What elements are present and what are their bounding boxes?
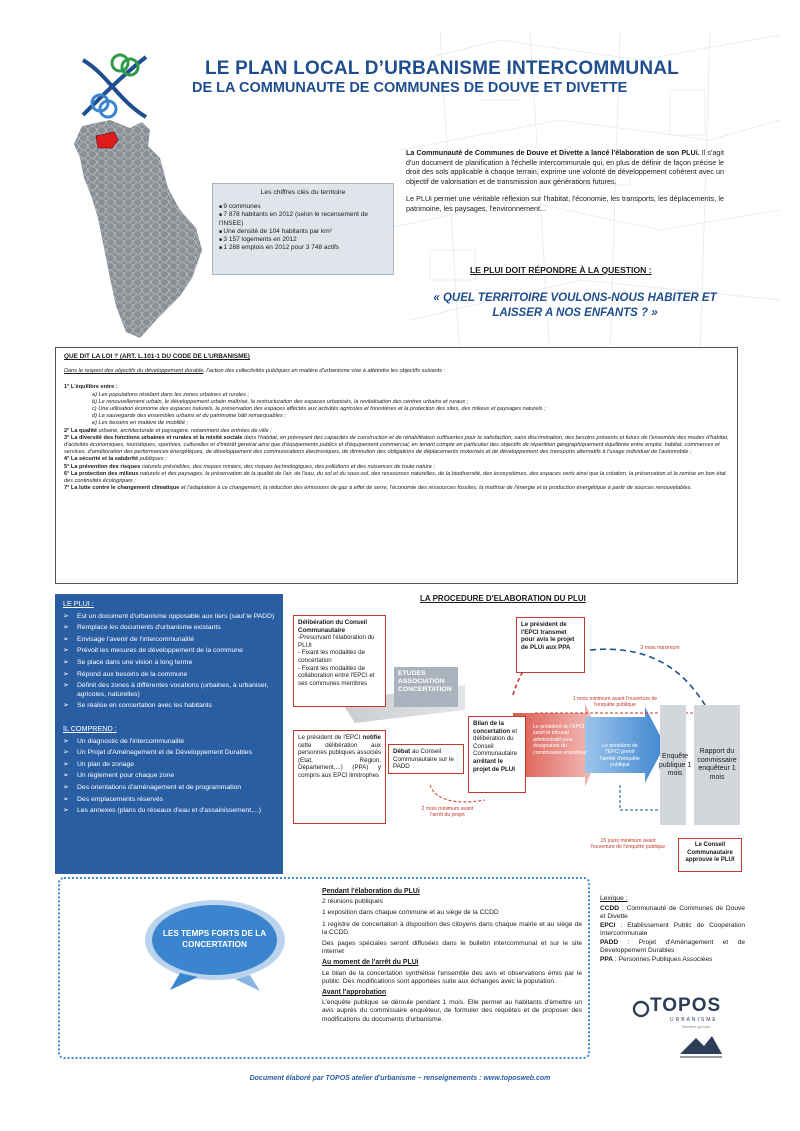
- step-deliberation-text: -Prescrivant l'élaboration du PLUI - Fixant les modalités de concertation - Fixant les modalités de collaboration entre l'EPCI et ses communes membres: [298, 634, 375, 687]
- law-subitem: a) Les populations résidant dans les zones urbaines et rurales ;: [92, 391, 250, 398]
- question-text: « QUEL TERRITOIRE VOULONS-NOUS HABITER ET LAISSER A NOS ENFANTS ? »: [433, 292, 717, 319]
- step-notification: [293, 730, 386, 824]
- concertation-bubble: LES TEMPS FORTS DE LA CONCERTATION: [152, 905, 277, 975]
- law-item-title: 4° La sécurité et la salubrité: [64, 456, 139, 463]
- law-item-title: 5° La prévention des risques: [64, 463, 141, 470]
- topos-logo-icon: [632, 1000, 650, 1018]
- step-rapport: Rapport du commissaire enquêteur 1 mois: [697, 748, 737, 781]
- law-item: et l'adaptation à ce changement, la réduction des émissions de gaz à effet de serre, l'économie des ressources fossiles, la maîtrise de l'énergie et la production énergétique à partir de sources renouvelables.: [179, 485, 692, 492]
- key-figure: ■ Une densité de 104 habitants par km²: [219, 228, 387, 236]
- law-item: 1° L'équilibre entre :: [64, 384, 118, 391]
- step-notification-c: cette délibération aux personnes publiques associés (Etat, Région, Département,...) (PPA) y compris aux EPCI limitrophes: [298, 741, 381, 779]
- plui-component: ➢ Des emplacements réservés: [63, 796, 275, 805]
- lexique-box: [600, 895, 745, 965]
- plui-component: ➢ Un Projet d'Aménagement et de Développement Durables: [63, 749, 275, 758]
- step-debat: [388, 744, 464, 774]
- law-item: urbaine, architecturale et paysagère, notamment des entrées de ville ;: [97, 427, 272, 434]
- intro-paragraph-2: Le PLUi permet une véritable réflexion sur l'habitat, l'économie, les transports, les déplacements, le patrimoine, les paysages, l'environnement...: [406, 194, 724, 213]
- plui-component: ➢ Un règlement pour chaque zone: [63, 772, 275, 781]
- law-item-title: 7° La lutte contre le changement climatique: [64, 485, 180, 492]
- plui-item: ➢ Envisage l'avenir de l'intercommunalité: [63, 636, 275, 645]
- ccdd-logo: [78, 45, 150, 125]
- step-bilan: [468, 716, 526, 793]
- key-figure: ■ 3 157 logements en 2012: [219, 236, 387, 244]
- plui-item: ➢ Se place dans une vision à long terme: [63, 659, 275, 668]
- lexique-abbr: PADD: [600, 939, 619, 946]
- law-subitem: d) La sauvegarde des ensembles urbains et du patrimoine bâti remarquables ;: [92, 413, 286, 420]
- concertation-h2: Au moment de l'arrêt du PLUi: [322, 959, 419, 967]
- step-etudes: ETUDES ASSOCIATION CONCERTATION: [394, 667, 458, 707]
- key-figure: ■ 7 878 habitants en 2012 (selon le recensement de l'INSEE): [219, 211, 387, 227]
- concertation-p: L'enquête publique se déroule pendant 1 mois. Elle permet au habitants d'émettre un avis auprès du commissaire enquêteur, de formuler des requêtes et de proposer des modifications du documents d'urbanisme.: [322, 999, 582, 1023]
- concertation-p: 1 registre de concertation à disposition des citoyens dans chaque mairie et au siège de la CCDD.: [322, 920, 582, 936]
- plui-panel: [55, 594, 283, 874]
- plui-item: ➢ Se réalise en concertation avec les habitants: [63, 702, 275, 711]
- lexique-abbr: CCDD: [600, 905, 620, 912]
- law-intro: , l'action des collectivités publiques en matière d'urbanisme vise à atteindre les objectifs suivants :: [203, 368, 446, 375]
- territory-map: [70, 118, 210, 343]
- law-item-title: 2° La qualité: [64, 427, 98, 434]
- footer-text: Document élaboré par TOPOS atelier d'urbanisme – renseignements : www.toposweb.com: [249, 1075, 551, 1082]
- concertation-h3: Avant l'approbation: [322, 989, 387, 997]
- lexique-abbr: EPCI: [600, 922, 616, 929]
- plui-heading: LE PLUI :: [63, 599, 94, 608]
- step-arrete: Le président de l'EPCI prend l'arrêté d'enquête publique: [600, 743, 640, 769]
- lexique-heading: Lexique :: [600, 895, 628, 902]
- lexique-def: : Projet d'Aménagement et de Développement Durables: [600, 939, 745, 954]
- plui-heading-2: IL COMPREND :: [63, 723, 117, 733]
- law-item: publiques ;: [138, 456, 167, 463]
- plui-item: ➢ Est un document d'urbanisme opposable aux tiers (sauf le PADD): [63, 613, 275, 622]
- concertation-p: 1 exposition dans chaque commune et au siège de la CCDD: [322, 909, 499, 917]
- law-item: naturels et des paysages, la préservation de la qualité de l'air, de l'eau, du sol et du sous-sol, des ressources naturelles, de la biodiversité, des écosystèmes, des espaces verts ainsi que la création, la préservation et la remise en bon état des continuités écologiques ;: [64, 470, 726, 485]
- law-item-title: 6° La protection des milieux: [64, 470, 139, 477]
- topos-sub2: Membre groupe: [682, 1024, 711, 1029]
- partner-logo: [676, 1030, 726, 1062]
- intro-text: [406, 148, 724, 222]
- plui-component: ➢ Les annexes (plans du réseaux d'eau et d'assainissement,...): [63, 807, 275, 816]
- step-debat-title: Débat: [393, 748, 411, 755]
- law-subitem: c) Une utilisation économe des espaces naturels, la préservation des espaces affectés aux activités agricoles et forestières et la protection des sites, des milieux et paysages naturels ;: [92, 406, 546, 413]
- law-heading: QUE DIT LA LOI ? (ART. L.101-1 DU CODE DE L'URBANISME): [64, 353, 250, 360]
- law-subitem: b) Le renouvellement urbain, le développement urbain maîtrisé, la restructuration des espaces urbanisés, la revitalisation des centres urbains et ruraux ;: [92, 398, 469, 405]
- law-item-title: 3° La diversité des fonctions urbaines et rurales et la mixité sociale: [64, 434, 243, 441]
- key-figures-title: Les chiffres clés du territoire: [260, 189, 346, 196]
- step-approuve: Le Conseil Communautaire approuve le PLUI: [678, 838, 742, 872]
- topos-sub: URBANISME: [670, 1017, 718, 1023]
- plui-component: ➢ Des orientations d'aménagement et de programmation: [63, 784, 275, 793]
- lexique-def: : Personnes Publiques Associées: [613, 956, 713, 963]
- step-bilan-title-2: arrêtant le projet de PLUI: [473, 757, 515, 773]
- intro-lead: La Communauté de Communes de Douve et Divette a lancé l'élaboration de son PLUi.: [406, 148, 700, 157]
- plui-item: ➢ Répond aux besoins de la commune: [63, 671, 275, 680]
- step-bilan-title: Bilan de la concertation: [473, 720, 511, 735]
- page-subtitle: DE LA COMMUNAUTE DE COMMUNES DE DOUVE ET DIVETTE: [192, 80, 628, 96]
- step-deliberation: [293, 615, 386, 707]
- step-transmet: Le président de l'EPCI transmet pour avis le projet de PLUi aux PPA: [516, 617, 585, 673]
- law-subitem: e) Les besoins en matière de mobilité ;: [92, 420, 189, 427]
- step-tribunal: Le président de l'EPCI saisit le tribunal administratif pour désignation du commissaire enquêteur: [533, 724, 587, 756]
- step-enquete: Enquête publique 1 mois: [658, 753, 692, 777]
- law-item: dans l'habitat, en prévoyant des capacités de construction et de réhabilitation suffisantes pour la satisfaction, sans discrimination, des besoins présents et futurs de l'ensemble des modes d'habitat, d'activités économiques, touristiques, sportives, culturelles et d'intérêt général ainsi que d'équipements publics et d'équipement commercial, en tenant compte en particulier des objectifs de répartition géographiquement équilibrée entre emploi, habitat, commerces et services, d'amélioration des performances énergétiques, de développement des communications électroniques, de diminution des obligations de déplacements motorisés et de développement des transports alternatifs à l'usage individuel de l'automobile ;: [64, 434, 729, 456]
- plui-item: ➢ Remplace les documents d'urbanisme existants: [63, 624, 275, 633]
- note-15-jours: 15 jours minimum avant l'ouverture de l'enquête publique: [590, 838, 666, 851]
- page-title: LE PLAN LOCAL D’URBANISME INTERCOMMUNAL: [205, 58, 679, 79]
- lexique-def: : Etablissement Public de Coopération Intercommunale: [600, 922, 745, 937]
- plui-component: ➢ Un diagnostic de l'intercommunalité: [63, 738, 275, 747]
- concertation-p: 2 réunions publiques: [322, 898, 383, 906]
- note-3-mois: 3 mois maximum: [640, 645, 680, 651]
- key-figure: ■ 1 268 emplois en 2012 pour 3 748 actifs: [219, 244, 387, 252]
- concertation-text: [322, 886, 582, 1027]
- note-1-mois: 1 mois minimum avant l'ouverture de l'enquête publique: [572, 696, 658, 709]
- lexique-abbr: PPA: [600, 956, 614, 963]
- concertation-p: Le bilan de la concertation synthétise l'ensemble des avis et observations émis par le public. Des modifications sont apportées suite aux échanges avec la population.: [322, 969, 582, 985]
- law-box: [55, 347, 738, 584]
- procedure-title: LA PROCEDURE D'ELABORATION DU PLUI: [420, 594, 586, 603]
- key-figure: ■ 9 communes: [219, 203, 387, 211]
- topos-brand: TOPOS: [650, 995, 722, 1016]
- step-deliberation-title: Délibération du Conseil Communautaire: [298, 619, 368, 634]
- step-debat-text: au Conseil Communautaire sur le PADD: [393, 748, 454, 771]
- intro-paragraph: Il s'agit d'un document de planification à l'échelle intercommunale qui, en plus de définir de façon précise le droit des sols applicable à chaque terrain, exprime une volonté de développement cohérent avec un objectif de valorisation et de transmission aux générations futures.: [406, 148, 724, 186]
- step-bilan-text: et délibération du Conseil Communautaire: [473, 727, 518, 758]
- law-intro-underline: Dans le respect des objectifs du développement durable: [64, 368, 204, 375]
- concertation-h1: Pendant l'élaboration du PLUi: [322, 888, 420, 895]
- step-notification-b: notifie: [362, 734, 381, 741]
- key-figures-box: [212, 183, 394, 275]
- plui-component: ➢ Un plan de zonage: [63, 761, 275, 770]
- note-2-mois: 2 mois minimum avant l'arrêt du projet: [421, 806, 474, 819]
- plui-item: ➢ Prévoit les mesures de développement de la commune: [63, 647, 275, 656]
- lexique-def: : Communauté de Communes de Douve et Divette: [600, 905, 745, 920]
- concertation-p: Des pages spéciales seront diffusées dans le bulletin intercommunal et sur le site internet: [322, 940, 582, 956]
- law-item: naturels prévisibles, des risques miniers, des risques technologiques, des pollutions et des nuisances de toute nature ;: [140, 463, 436, 470]
- plui-item: ➢ Définit des zones à différentes vocations (urbaines, à urbaniser, agricoles, naturelles): [63, 682, 275, 699]
- question-heading: LE PLUI DOIT RÉPONDRE À LA QUESTION :: [470, 265, 652, 275]
- step-notification-a: Le président de l'EPCI: [298, 734, 361, 741]
